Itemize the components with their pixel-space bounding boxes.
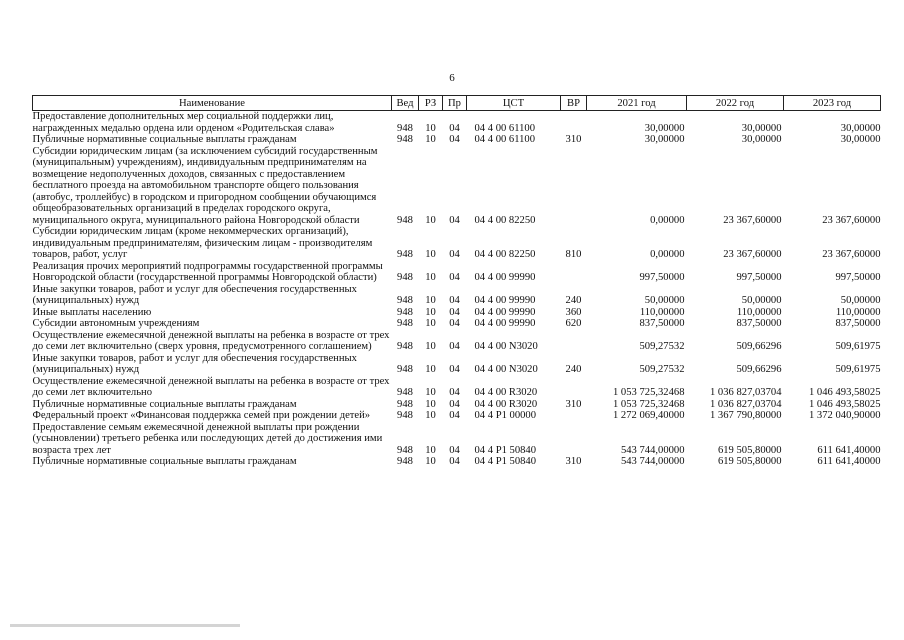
header-2022: 2022 год bbox=[687, 96, 784, 111]
row-pr: 04 bbox=[449, 398, 460, 410]
row-pr: 04 bbox=[449, 341, 460, 352]
scan-edge-line bbox=[10, 624, 240, 627]
row-2022: 23 367,60000 bbox=[723, 214, 782, 226]
row-pr: 04 bbox=[449, 272, 460, 283]
row-name: Иные закупки товаров, работ и услуг для обеспечения государственных (муниципальных) нужд bbox=[32, 352, 357, 375]
table-row bbox=[33, 261, 881, 284]
row-rz: 10 bbox=[425, 398, 436, 410]
row-2022: 509,66296 bbox=[736, 364, 782, 375]
row-name: Публичные нормативные социальные выплаты гражданам bbox=[32, 398, 297, 410]
row-cst: 04 4 00 82250 bbox=[474, 214, 536, 226]
row-vr bbox=[561, 146, 587, 227]
row-2022: 619 505,80000 bbox=[717, 444, 782, 456]
row-vr bbox=[561, 330, 587, 353]
row-pr: 04 bbox=[449, 122, 460, 134]
table-row bbox=[33, 376, 881, 399]
row-rz: 10 bbox=[425, 295, 436, 306]
row-2023: 50,00000 bbox=[840, 295, 881, 306]
row-2021: 543 744,00000 bbox=[620, 444, 685, 456]
budget-table bbox=[32, 95, 881, 468]
row-2022: 997,50000 bbox=[736, 272, 782, 283]
row-vr bbox=[561, 410, 587, 422]
row-ved: 948 bbox=[397, 364, 413, 375]
row-2021: 1 053 725,32468 bbox=[612, 398, 685, 410]
table-header-row bbox=[33, 96, 881, 111]
row-cst: 04 4 00 61100 bbox=[474, 122, 536, 134]
row-name: Публичные нормативные социальные выплаты гражданам bbox=[32, 134, 297, 145]
row-2022: 1 036 827,03704 bbox=[709, 398, 782, 410]
row-2023: 611 641,40000 bbox=[817, 444, 881, 456]
row-vr bbox=[561, 376, 587, 399]
row-rz: 10 bbox=[425, 272, 436, 283]
row-2021: 0,00000 bbox=[650, 249, 685, 260]
header-pr: Пр bbox=[443, 96, 467, 111]
row-rz: 10 bbox=[425, 364, 436, 375]
row-vr: 620 bbox=[565, 318, 582, 329]
row-name: Субсидии автономным учреждениям bbox=[32, 318, 200, 329]
header-name: Наименование bbox=[33, 96, 392, 111]
row-pr: 04 bbox=[449, 214, 460, 226]
row-name: Реализация прочих мероприятий подпрограммы государственной программы Новгородской области (государственной программы Новгородской области) bbox=[32, 260, 383, 283]
row-2023: 110,00000 bbox=[835, 306, 881, 318]
table-row bbox=[33, 422, 881, 457]
page-number: 6 bbox=[449, 72, 455, 84]
header-2021: 2021 год bbox=[587, 96, 687, 111]
row-2021: 837,50000 bbox=[639, 318, 685, 329]
row-2023: 30,00000 bbox=[840, 134, 881, 145]
row-pr: 04 bbox=[449, 306, 460, 318]
row-2022: 110,00000 bbox=[736, 306, 782, 318]
row-2023: 1 372 040,90000 bbox=[808, 410, 881, 421]
row-ved: 948 bbox=[397, 387, 413, 398]
row-ved: 948 bbox=[397, 456, 413, 467]
row-2021: 543 744,00000 bbox=[620, 456, 685, 467]
row-cst: 04 4 00 N3020 bbox=[474, 341, 538, 352]
table-row bbox=[33, 146, 881, 227]
row-cst: 04 4 P1 00000 bbox=[474, 410, 537, 421]
table-row bbox=[33, 399, 881, 411]
row-rz: 10 bbox=[425, 318, 436, 329]
row-cst: 04 4 00 99990 bbox=[474, 318, 536, 329]
row-name: Публичные нормативные социальные выплаты гражданам bbox=[32, 456, 297, 467]
row-2023: 837,50000 bbox=[835, 318, 881, 329]
row-2023: 1 046 493,58025 bbox=[808, 387, 881, 398]
table-row bbox=[33, 456, 881, 468]
row-name: Федеральный проект «Финансовая поддержка семей при рождении детей» bbox=[32, 410, 371, 421]
table-row bbox=[33, 111, 881, 135]
row-rz: 10 bbox=[425, 410, 436, 421]
row-cst: 04 4 00 82250 bbox=[474, 249, 536, 260]
row-cst: 04 4 00 R3020 bbox=[474, 387, 538, 398]
row-vr bbox=[561, 111, 587, 135]
row-2022: 1 036 827,03704 bbox=[709, 387, 782, 398]
row-name: Иные закупки товаров, работ и услуг для обеспечения государственных (муниципальных) нужд bbox=[32, 283, 357, 306]
row-cst: 04 4 00 99990 bbox=[474, 272, 536, 283]
row-rz: 10 bbox=[425, 249, 436, 260]
row-2023: 509,61975 bbox=[835, 341, 881, 352]
row-name: Осуществление ежемесячной денежной выплаты на ребенка в возрасте от трех до семи лет включительно (сверх уровня, предусмотренного соглашением) bbox=[32, 329, 390, 352]
row-vr bbox=[561, 422, 587, 457]
header-vr: ВР bbox=[561, 96, 587, 111]
table-row bbox=[33, 134, 881, 146]
row-2023: 509,61975 bbox=[835, 364, 881, 375]
row-rz: 10 bbox=[425, 122, 436, 134]
row-ved: 948 bbox=[397, 272, 413, 283]
row-ved: 948 bbox=[397, 318, 413, 329]
row-pr: 04 bbox=[449, 134, 460, 145]
row-name: Осуществление ежемесячной денежной выплаты на ребенка в возрасте от трех до семи лет включительно bbox=[32, 375, 390, 398]
row-cst: 04 4 00 99990 bbox=[474, 295, 536, 306]
row-2022: 509,66296 bbox=[736, 341, 782, 352]
row-2021: 1 272 069,40000 bbox=[612, 410, 685, 421]
row-pr: 04 bbox=[449, 444, 460, 456]
header-cst: ЦСТ bbox=[467, 96, 561, 111]
row-2021: 30,00000 bbox=[644, 122, 685, 134]
row-pr: 04 bbox=[449, 295, 460, 306]
row-2022: 837,50000 bbox=[736, 318, 782, 329]
row-2022: 30,00000 bbox=[741, 122, 782, 134]
row-rz: 10 bbox=[425, 341, 436, 352]
table-row bbox=[33, 284, 881, 307]
row-2021: 50,00000 bbox=[644, 295, 685, 306]
row-rz: 10 bbox=[425, 214, 436, 226]
row-rz: 10 bbox=[425, 134, 436, 145]
row-vr: 310 bbox=[565, 456, 582, 467]
row-vr: 240 bbox=[565, 364, 582, 375]
row-cst: 04 4 P1 50840 bbox=[474, 444, 537, 456]
row-cst: 04 4 P1 50840 bbox=[474, 456, 537, 467]
row-pr: 04 bbox=[449, 318, 460, 329]
row-2023: 23 367,60000 bbox=[822, 249, 881, 260]
row-2022: 1 367 790,80000 bbox=[709, 410, 782, 421]
row-vr: 240 bbox=[565, 295, 582, 306]
row-cst: 04 4 00 N3020 bbox=[474, 364, 538, 375]
table-row bbox=[33, 307, 881, 319]
row-2021: 509,27532 bbox=[639, 364, 685, 375]
row-2023: 1 046 493,58025 bbox=[808, 398, 881, 410]
row-cst: 04 4 00 61100 bbox=[474, 134, 536, 145]
row-vr: 310 bbox=[565, 134, 582, 145]
row-pr: 04 bbox=[449, 456, 460, 467]
row-2023: 611 641,40000 bbox=[817, 456, 881, 467]
row-pr: 04 bbox=[449, 249, 460, 260]
row-pr: 04 bbox=[449, 387, 460, 398]
row-ved: 948 bbox=[397, 214, 413, 226]
row-2022: 619 505,80000 bbox=[717, 456, 782, 467]
row-pr: 04 bbox=[449, 410, 460, 421]
row-ved: 948 bbox=[397, 444, 413, 456]
row-ved: 948 bbox=[397, 306, 413, 318]
row-rz: 10 bbox=[425, 387, 436, 398]
row-2023: 30,00000 bbox=[840, 122, 881, 134]
row-ved: 948 bbox=[397, 410, 413, 421]
row-name: Иные выплаты населению bbox=[32, 306, 152, 318]
row-ved: 948 bbox=[397, 249, 413, 260]
row-cst: 04 4 00 99990 bbox=[474, 306, 536, 318]
row-name: Предоставление семьям ежемесячной денежной выплаты при рождении (усыновлении) третьего ребенка или последующих детей до достижения ими возраста трех лет bbox=[32, 421, 383, 456]
row-2021: 30,00000 bbox=[644, 134, 685, 145]
table-row bbox=[33, 330, 881, 353]
row-ved: 948 bbox=[397, 295, 413, 306]
row-ved: 948 bbox=[397, 134, 413, 145]
row-2023: 997,50000 bbox=[835, 272, 881, 283]
row-vr: 310 bbox=[565, 398, 582, 410]
row-vr: 360 bbox=[565, 306, 582, 318]
row-rz: 10 bbox=[425, 306, 436, 318]
row-vr bbox=[561, 261, 587, 284]
row-ved: 948 bbox=[397, 122, 413, 134]
row-cst: 04 4 00 R3020 bbox=[474, 398, 538, 410]
row-2022: 50,00000 bbox=[741, 295, 782, 306]
table-row bbox=[33, 410, 881, 422]
row-2022: 30,00000 bbox=[741, 134, 782, 145]
table-row bbox=[33, 226, 881, 261]
table-row bbox=[33, 353, 881, 376]
row-vr: 810 bbox=[565, 249, 582, 260]
row-2021: 997,50000 bbox=[639, 272, 685, 283]
row-2023: 23 367,60000 bbox=[822, 214, 881, 226]
row-2021: 1 053 725,32468 bbox=[612, 387, 685, 398]
row-rz: 10 bbox=[425, 444, 436, 456]
row-2022: 23 367,60000 bbox=[723, 249, 782, 260]
row-pr: 04 bbox=[449, 364, 460, 375]
header-2023: 2023 год bbox=[784, 96, 881, 111]
row-ved: 948 bbox=[397, 341, 413, 352]
row-rz: 10 bbox=[425, 456, 436, 467]
table-row bbox=[33, 318, 881, 330]
row-name: Предоставление дополнительных мер социальной поддержки лиц, награжденных медалью ордена или орденом «Родительская слава» bbox=[32, 111, 335, 134]
row-name: Субсидии юридическим лицам (кроме некоммерческих организаций), индивидуальным предпринимателям, физическим лицам - производителям товаров, работ, услуг bbox=[32, 226, 373, 260]
row-name: Субсидии юридическим лицам (за исключением субсидий государственным (муниципальным) учреждениям), индивидуальным предпринимателям на возмещение недополученных доходов, связанных с предоставлением бесплатного проезда на автомобильном транспорте общего пользования (автобус, троллейбус) в городском и пригородном сообщении обучающимся общеобразовательных организаций в пределах городского округа, муниципального округа, муниципального района Новгородской области bbox=[32, 145, 378, 226]
row-2021: 110,00000 bbox=[639, 306, 685, 318]
header-rz: РЗ bbox=[419, 96, 443, 111]
row-2021: 0,00000 bbox=[650, 214, 685, 226]
row-2021: 509,27532 bbox=[639, 341, 685, 352]
row-ved: 948 bbox=[397, 398, 413, 410]
header-ved: Вед bbox=[392, 96, 419, 111]
